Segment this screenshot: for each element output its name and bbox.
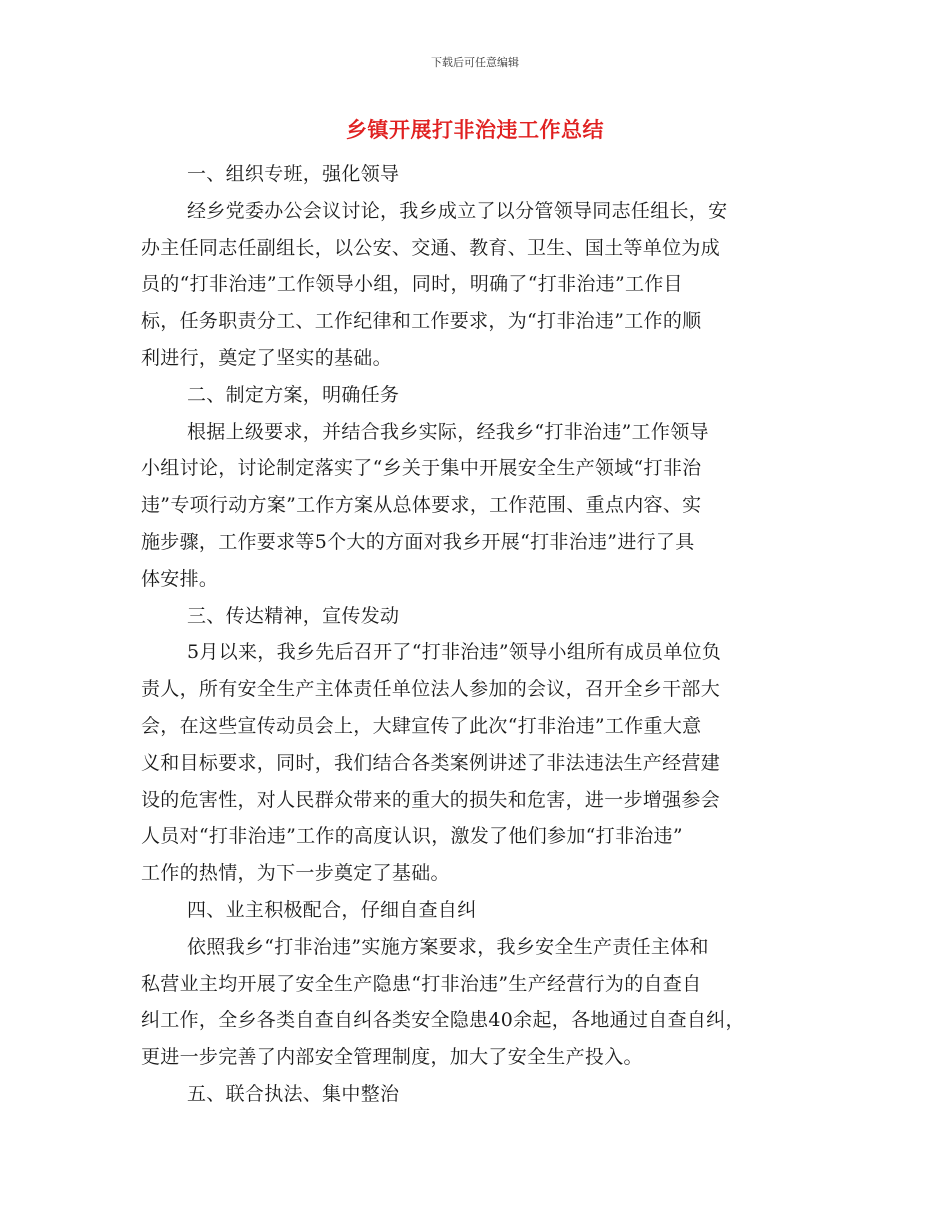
section-heading: 三、传达精神，宣传发动 xyxy=(187,604,400,627)
section-heading: 四、业主积极配合，仔细自查自纠 xyxy=(187,898,477,921)
paragraph-line: 员的“打非治违”工作领导小组，同时，明确了“打非治违”工作目 xyxy=(141,273,683,296)
paragraph-line: 会，在这些宣传动员会上，大肆宣传了此次“打非治违”工作重大意 xyxy=(141,714,702,737)
paragraph-line: 依照我乡“打非治违”实施方案要求，我乡安全生产责任主体和 xyxy=(187,935,709,958)
paragraph-line: 义和目标要求，同时，我们结合各类案例讲述了非法违法生产经营建 xyxy=(141,751,721,774)
paragraph-line: 施步骤，工作要求等5个大的方面对我乡开展“打非治违”进行了具 xyxy=(141,530,695,553)
paragraph-line: 利进行，奠定了坚实的基础。 xyxy=(141,346,392,369)
paragraph-line: 工作的热情，为下一步奠定了基础。 xyxy=(141,862,450,885)
paragraph-line: 5月以来，我乡先后召开了“打非治违”领导小组所有成员单位负 xyxy=(187,641,722,664)
paragraph-line: 人员对“打非治违”工作的高度认识，激发了他们参加“打非治违” xyxy=(141,825,683,848)
paragraph-line: 纠工作，全乡各类自查自纠各类安全隐患40余起，各地通过自查自纠， xyxy=(141,1009,745,1032)
paragraph-line: 更进一步完善了内部安全管理制度，加大了安全生产投入。 xyxy=(141,1046,643,1069)
document-body xyxy=(141,156,813,1113)
paragraph-line: 办主任同志任副组长，以公安、交通、教育、卫生、国土等单位为成 xyxy=(141,236,721,259)
header-note: 下载后可任意编辑 xyxy=(431,56,519,69)
paragraph-line: 私营业主均开展了安全生产隐患“打非治违”生产经营行为的自查自 xyxy=(141,972,702,995)
document-title: 乡镇开展打非治违工作总结 xyxy=(346,118,604,142)
paragraph-line: 责人，所有安全生产主体责任单位法人参加的会议，召开全乡干部大 xyxy=(141,678,721,701)
paragraph-line: 小组讨论，讨论制定落实了“乡关于集中开展安全生产领域“打非治 xyxy=(141,457,702,480)
section-heading: 一、组织专班，强化领导 xyxy=(187,163,400,185)
paragraph-line: 体安排。 xyxy=(141,567,219,590)
section-heading: 二、制定方案，明确任务 xyxy=(187,383,400,406)
paragraph-line: 标，任务职责分工、工作纪律和工作要求，为“打非治违”工作的顺 xyxy=(141,310,702,333)
paragraph-line: 经乡党委办公会议讨论，我乡成立了以分管领导同志任组长，安 xyxy=(187,199,728,222)
paragraph-line: 违”专项行动方案”工作方案从总体要求，工作范围、重点内容、实 xyxy=(141,494,702,517)
paragraph-line: 设的危害性，对人民群众带来的重大的损失和危害，进一步增强参会 xyxy=(141,788,721,811)
section-heading: 五、联合执法、集中整治 xyxy=(187,1082,400,1105)
paragraph-line: 根据上级要求，并结合我乡实际，经我乡“打非治违”工作领导 xyxy=(187,420,709,443)
